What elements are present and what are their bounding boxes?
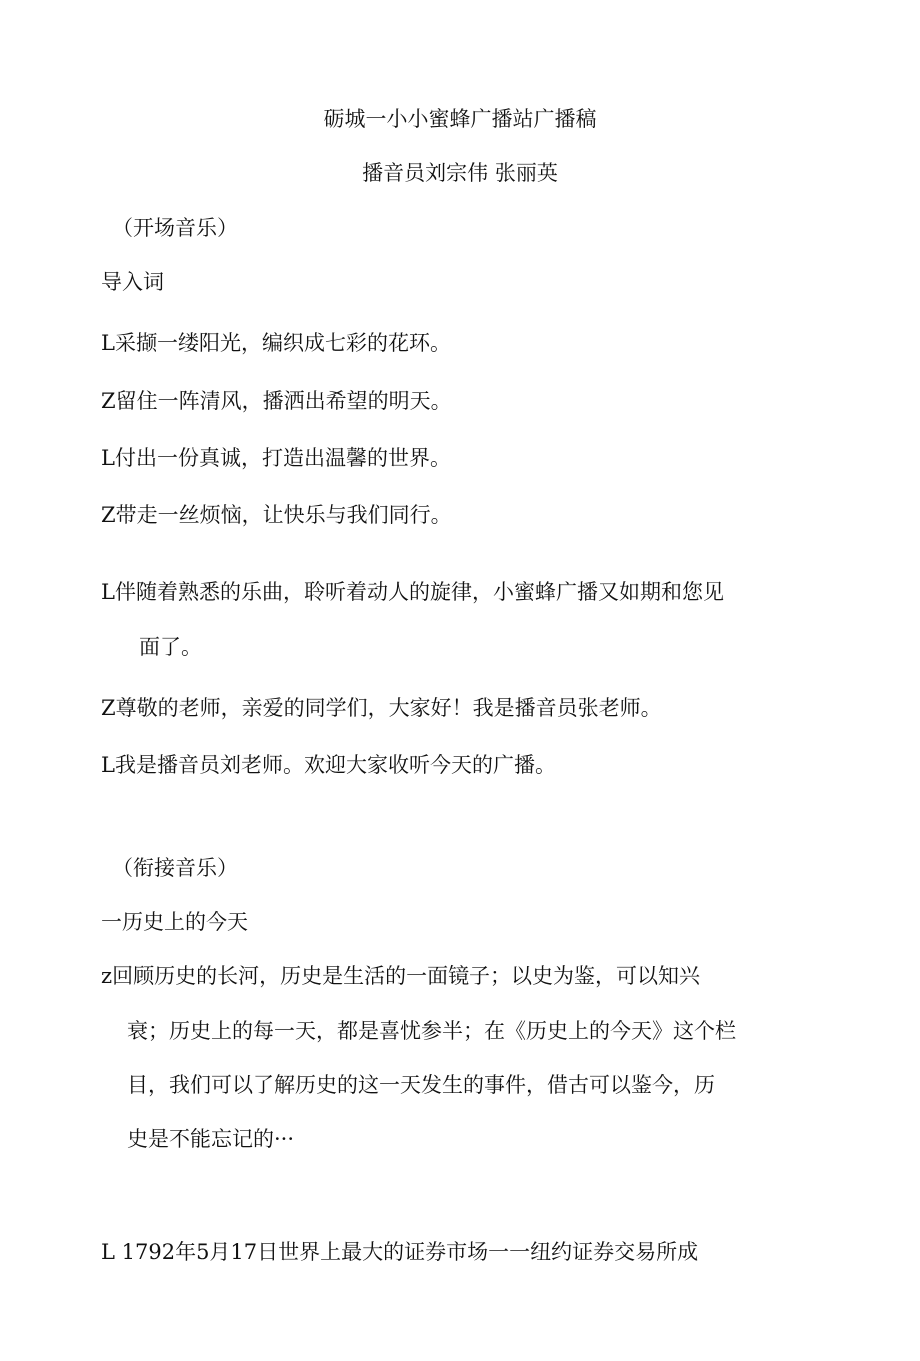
paragraph-line: 目，我们可以了解历史的这一天发生的事件，借古可以鉴今，历	[127, 1073, 715, 1097]
event-line: L 1792年5月17日世界上最大的证券市场一一纽约证券交易所成	[101, 1240, 699, 1264]
opening-music-note: （开场音乐）	[112, 216, 238, 240]
intro-line: Z带走一丝烦恼，让快乐与我们同行。	[101, 503, 452, 527]
document-subtitle: 播音员刘宗伟 张丽英	[362, 161, 558, 185]
intro-line: Z留住一阵清风，播洒出希望的明天。	[101, 389, 452, 413]
welcome-line-continued: 面了。	[139, 635, 202, 659]
intro-heading: 导入词	[101, 270, 164, 294]
transition-music-note: （衔接音乐）	[112, 856, 238, 880]
welcome-line: Z尊敬的老师，亲爱的同学们，大家好！我是播音员张老师。	[101, 696, 662, 720]
welcome-line: L伴随着熟悉的乐曲，聆听着动人的旋律，小蜜蜂广播又如期和您见	[101, 580, 724, 604]
intro-line: L付出一份真诚，打造出温馨的世界。	[101, 446, 451, 470]
section-heading: 一历史上的今天	[101, 910, 248, 934]
paragraph-line: 衰；历史上的每一天，都是喜忧参半；在《历史上的今天》这个栏	[127, 1019, 736, 1043]
document-title: 砺城一小小蜜蜂广播站广播稿	[323, 107, 597, 131]
paragraph-line: 史是不能忘记的···	[127, 1127, 295, 1151]
intro-line: L采撷一缕阳光，编织成七彩的花环。	[101, 331, 451, 355]
welcome-line: L我是播音员刘老师。欢迎大家收听今天的广播。	[101, 753, 556, 777]
paragraph-line: z回顾历史的长河，历史是生活的一面镜子；以史为鉴，可以知兴	[101, 964, 701, 988]
